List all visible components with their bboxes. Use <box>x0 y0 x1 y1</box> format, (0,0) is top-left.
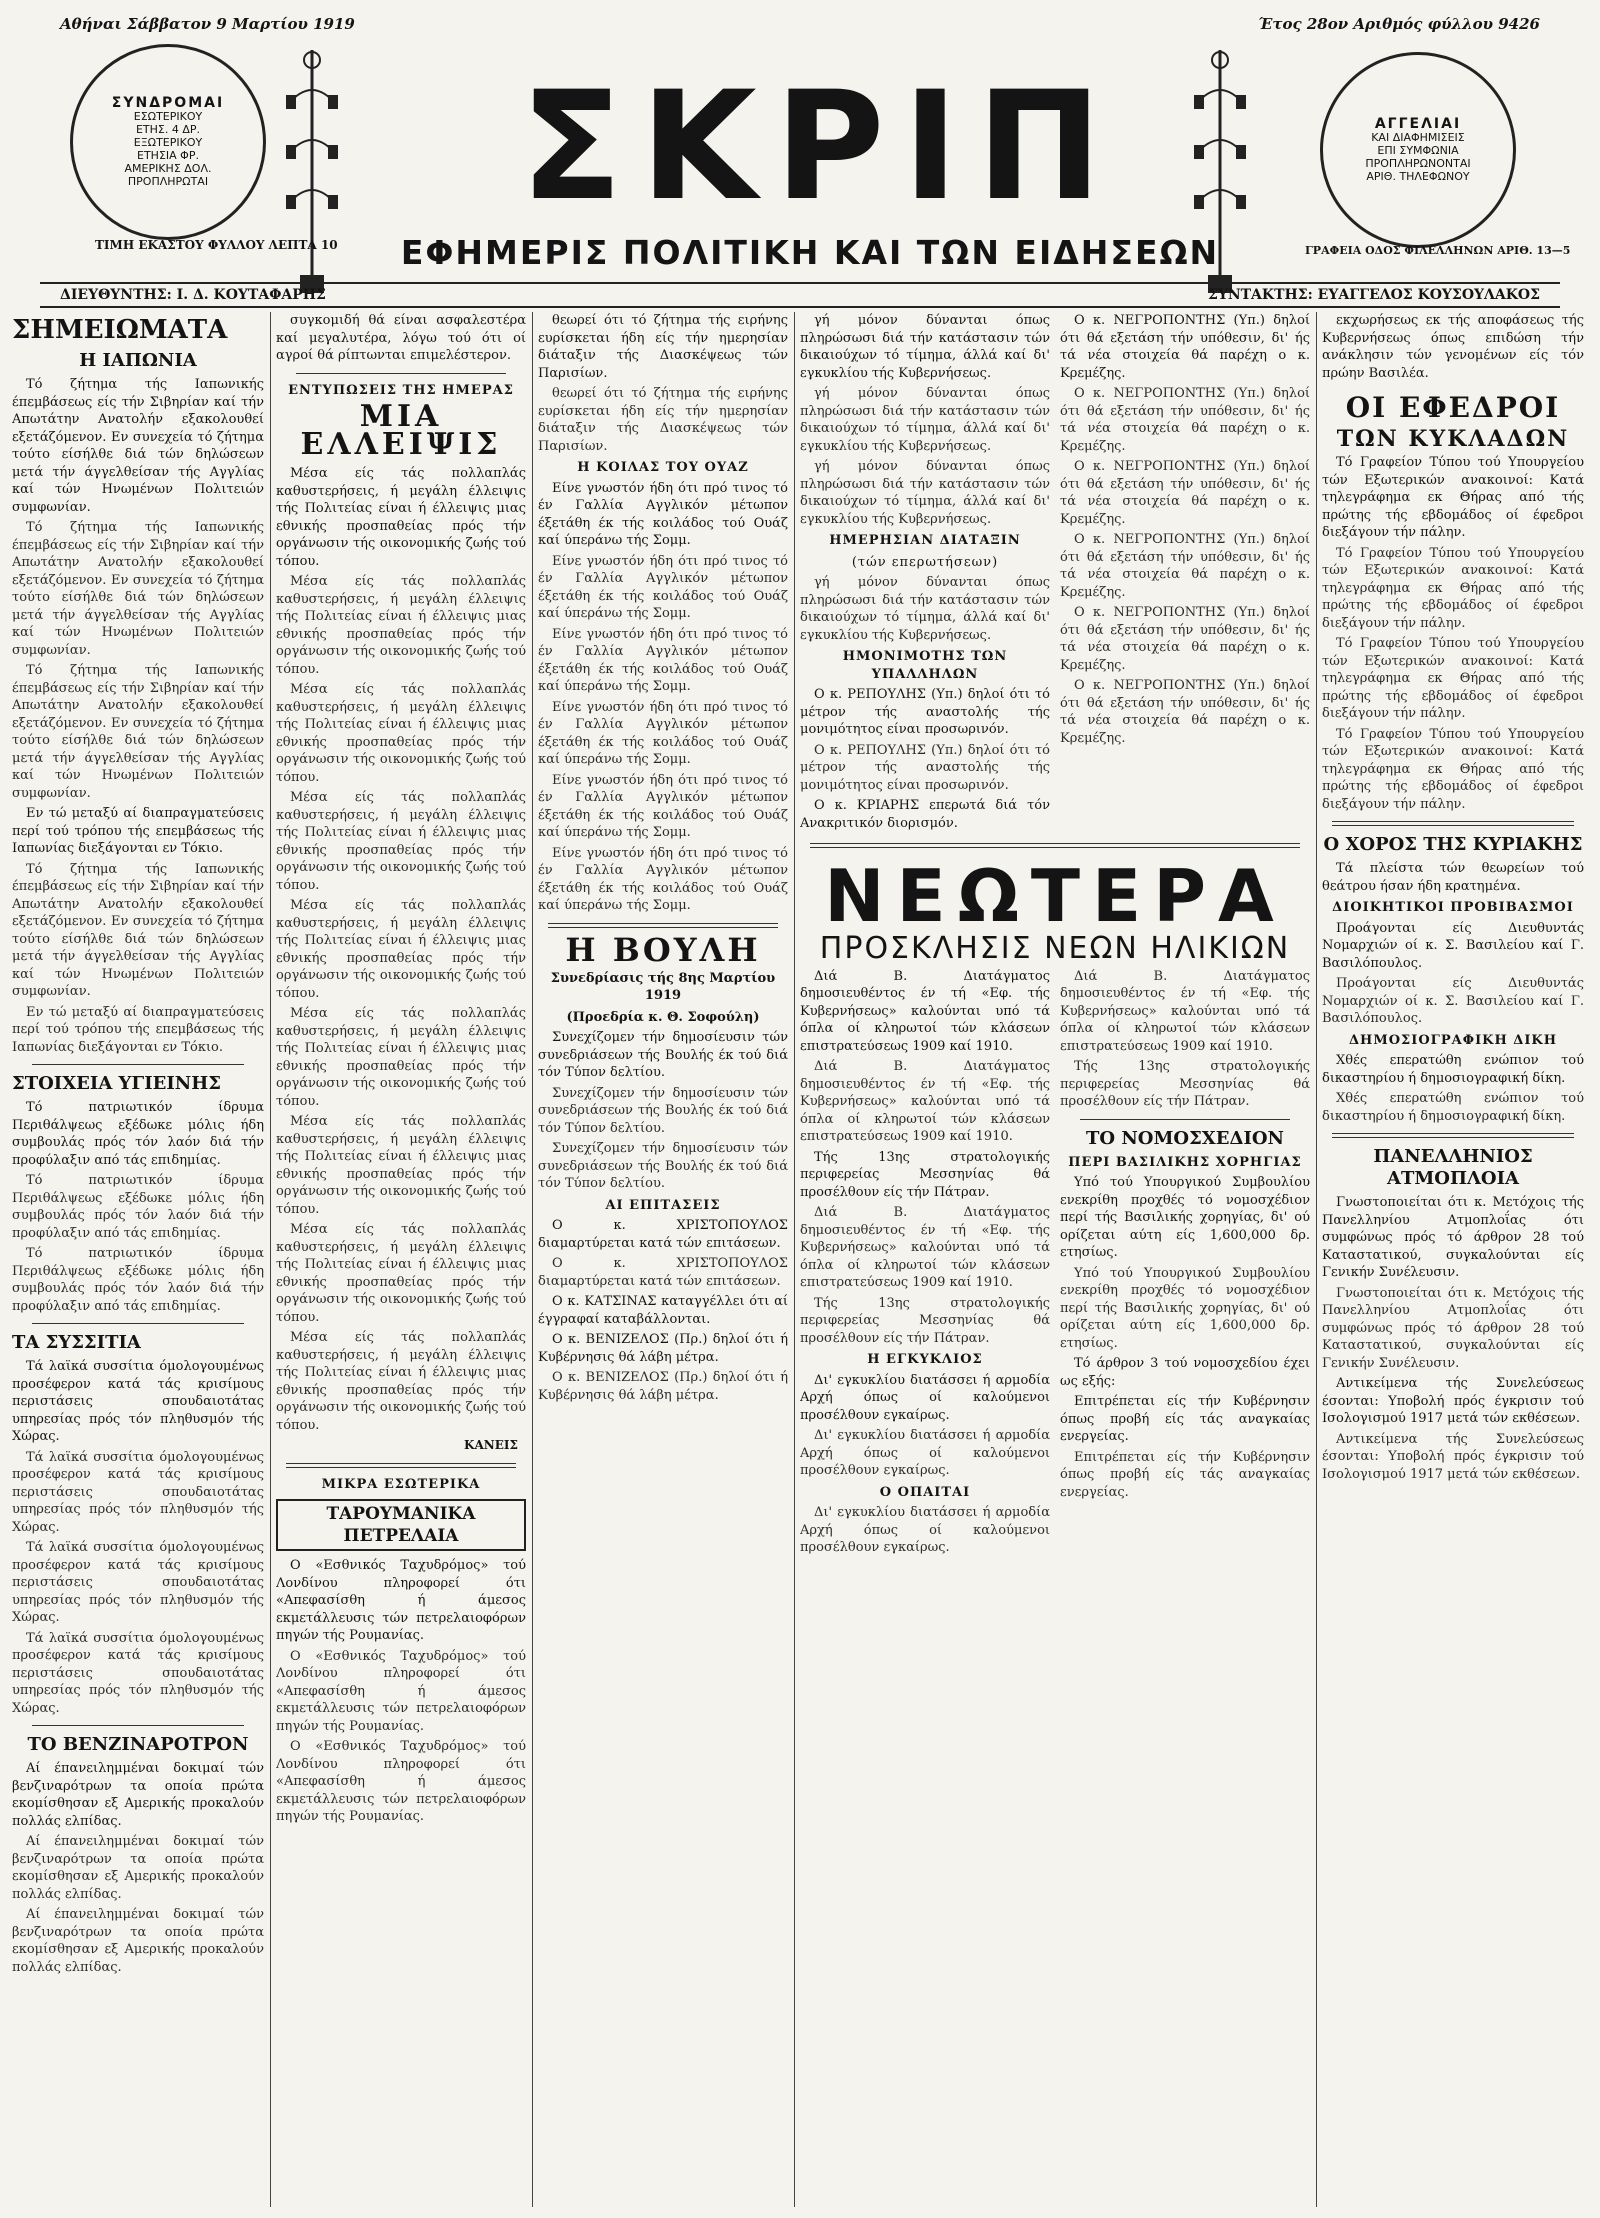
article-paragraph: Ο κ. ΝΕΓΡΟΠΟΝΤΗΣ (Υπ.) δηλοί ότι θά εξετάση τήν υπόθεσιν, δι' ής τά νέα στοιχεία θά παρέχη ο κ. Κρεμέζης. <box>1060 459 1310 527</box>
article-paragraph: Τό άρθρον 3 τού νομοσχεδίου έχει ως εξής: <box>1060 1356 1310 1389</box>
article-paragraph: εκχωρήσεως εκ τής αποφάσεως τής Κυβερνήσεως όπως επιδώση τήν ανάκλησιν τών γενομένων είς τόν πρώην Βασιλέα. <box>1322 313 1584 381</box>
article-paragraph: Συνεχίζομεν τήν δημοσίευσιν τών συνεδριάσεων τής Βουλής έκ τού διά τόν Τύπον δελτίου. <box>538 1030 788 1080</box>
article-paragraph: Ο «Εσθνικός Ταχυδρόμος» τού Λονδίνου πληροφορεί ότι «Απεφασίσθη ή άμεσος εκμετάλλευσις τών πετρελαιοφόρων πηγών τής Ρουμανίας. <box>276 1648 526 1734</box>
article-paragraph: Γνωστοποιείται ότι κ. Μετόχοις τής Πανελληνίου Ατμοπλοΐας ότι συμφώνως πρός τό άρθρον 28 τού Καταστατικού, συγκαλούνται είς Γενικήν Συνέλευσιν. <box>1322 1285 1584 1371</box>
column-rule <box>794 312 795 2207</box>
article-paragraph: Ο κ. ΧΡΙΣΤΟΠΟΥΛΟΣ διαμαρτύρεται κατά τών επιτάσεων. <box>538 1256 788 1289</box>
article-paragraph: Εν τώ μεταξύ αί διαπραγματεύσεις περί τού τρόπου τής επεμβάσεως τής Ιαπωνίας διεξάγονται εν Τόκιο. <box>12 1004 264 1055</box>
article-heading: ΟΙ ΕΦΕΔΡΟΙ <box>1345 391 1561 424</box>
article-paragraph: Ο κ. ΒΕΝΙΖΕΛΟΣ (Πρ.) δηλοί ότι ή Κυβέρνησις θά λάβη μέτρα. <box>538 1332 788 1365</box>
stamp-line: ΕΤΗΣΙΑ ΦΡ. <box>137 148 199 162</box>
divider <box>32 1323 244 1324</box>
issue-line: Έτος 28ον Αριθμός φύλλου 9426 <box>1258 15 1540 33</box>
article-paragraph: Τής 13ης στρατολογικής περιφερείας Μεσσηνίας θά προσέλθουν είς τήν Πάτραν. <box>800 1295 1050 1346</box>
article-paragraph: Τό πατριωτικόν ίδρυμα Περιθάλψεως εξέδωκε μόλις ήδη συμβουλάς πρός τόν λαόν διά τήν προφύλαξιν από τάς επιδημίας. <box>12 1100 264 1168</box>
article-paragraph: Τής 13ης στρατολογικής περιφερείας Μεσσηνίας θά προσέλθουν είς τήν Πάτραν. <box>1060 1059 1310 1109</box>
stamp-line: ΚΑΙ ΔΙΑΦΗΜΙΣΕΙΣ <box>1371 130 1465 144</box>
article-paragraph: Μέσα είς τάς πολλαπλάς καθυστερήσεις, ή μεγάλη έλλειψις τής Πολιτείας είναι ή έλλειψις μιας εθνικής προσπαθείας πρός τήν οργάνωσιν τής οικονομικής ζωής τού τόπου. <box>276 790 526 893</box>
stamp-line: ΕΠΙ ΣΥΜΦΩΝΙΑ <box>1377 143 1459 157</box>
article-paragraph: Αί έπανειλημμέναι δοκιμαί τών βενζιναρότρων τα οποία πρώτα εκομίσθησαν εξ Αμερικής προκαλούν πολλάς ελπίδας. <box>12 1834 264 1902</box>
article-heading: ΔΙΟΙΚΗΤΙΚΟΙ ΠΡΟΒΙΒΑΣΜΟΙ <box>1332 900 1574 915</box>
subscription-stamp <box>70 44 266 240</box>
article-paragraph: Τό ζήτημα τής Ιαπωνικής έπεμβάσεως είς τήν Σιβηρίαν καί τήν Απωτάτην Ανατολήν εξακολουθεί εξετάζόμενον. Εν συνεχεία τό ζήτημα τούτο είσήλθε διά τών δηλώσεων μετά τήν άγγελθείσαν τής Αγγλίας καί τών Ηνωμένων Πολιτειών συμφωνίαν. <box>12 663 264 801</box>
article-paragraph: Γνωστοποιείται ότι κ. Μετόχοις τής Πανελληνίου Ατμοπλοΐας ότι συμφώνως πρός τό άρθρον 28 τού Καταστατικού, συγκαλούνται είς Γενικήν Συνέλευσιν. <box>1322 1195 1584 1280</box>
lamp-post-icon <box>282 40 342 300</box>
article-paragraph: Μέσα είς τάς πολλαπλάς καθυστερήσεις, ή μεγάλη έλλειψις τής Πολιτείας είναι ή έλλειψις μιας εθνικής προσπαθείας πρός τήν οργάνωσιν τής οικονομικής ζωής τού τόπου. <box>276 1006 526 1109</box>
divider <box>1080 1119 1290 1120</box>
article-paragraph: Συνεχίζομεν τήν δημοσίευσιν τών συνεδριάσεων τής Βουλής έκ τού διά τόν Τύπον δελτίου. <box>538 1085 788 1136</box>
stamp-ring-text: ΑΓΓΕΛΙΑΙ <box>1374 115 1462 132</box>
column-1 <box>12 312 264 2207</box>
subcolumn <box>800 968 1050 1560</box>
stamp-line: ΑΡΙΘ. ΤΗΛΕΦΩΝΟΥ <box>1366 169 1470 183</box>
stamp-line: ΕΞΩΤΕΡΙΚΟΥ <box>133 135 203 149</box>
article-heading: ΑΙ ΕΠΙΤΑΣΕΙΣ <box>605 1197 721 1213</box>
editor-name: ΣΥΝΤΑΚΤΗΣ: ΕΥΑΓΓΕΛΟΣ ΚΟΥΣΟΥΛΑΚΟΣ <box>1207 287 1540 303</box>
stamp-line: ΠΡΟΠΛΗΡΩΝΟΝΤΑΙ <box>1365 156 1471 170</box>
column-2 <box>276 312 526 2207</box>
staff-bar <box>40 282 1560 308</box>
article-paragraph: Τό πατριωτικόν ίδρυμα Περιθάλψεως εξέδωκε μόλις ήδη συμβουλάς πρός τόν λαόν διά τήν προφύλαξιν από τάς επιδημίας. <box>12 1246 264 1314</box>
article-paragraph: Τά λαϊκά συσσίτια όμολογουμένως προσέφερον κατά τάς κρισίμους περιστάσεις σπουδαιοτάτας υπηρεσίας πρός τόν πληθυσμόν τής Χώρας. <box>12 1540 264 1625</box>
article-paragraph: Τό Γραφείον Τύπου τού Υπουργείου τών Εξωτερικών ανακοινοί: Κατά τηλεγράφημα εκ Θήρας από τής πρώτης τής εβδομάδος οί έφεδροι διεξάγουν τήν πάλην. <box>1322 636 1584 721</box>
article-paragraph: Ο κ. ΒΕΝΙΖΕΛΟΣ (Πρ.) δηλοί ότι ή Κυβέρνησις θά λάβη μέτρα. <box>538 1370 788 1403</box>
article-paragraph: Μέσα είς τάς πολλαπλάς καθυστερήσεις, ή μεγάλη έλλειψις τής Πολιτείας είναι ή έλλειψις μιας εθνικής προσπαθείας πρός τήν οργάνωσιν τής οικονομικής ζωής τού τόπου. <box>276 466 526 569</box>
article-paragraph: Μέσα είς τάς πολλαπλάς καθυστερήσεις, ή μεγάλη έλλειψις τής Πολιτείας είναι ή έλλειψις μιας εθνικής προσπαθείας πρός τήν οργάνωσιν τής οικονομικής ζωής τού τόπου. <box>276 1222 526 1325</box>
article-paragraph: Ο κ. ΝΕΓΡΟΠΟΝΤΗΣ (Υπ.) δηλοί ότι θά εξετάση τήν υπόθεσιν, δι' ής τά νέα στοιχεία θά παρέχη ο κ. Κρεμέζης. <box>1060 313 1310 381</box>
breaking-news-heading: ΝΕΩΤΕΡΑ <box>824 854 1286 938</box>
article-paragraph: Είνε γνωστόν ήδη ότι πρό τινος τό έν Γαλλία Αγγλικόν μέτωπον έξετάθη έκ τής κοιλάδος τού Ουάζ καί ύπεράνω τής Σομμ. <box>538 480 788 548</box>
article-paragraph: Ο κ. ΝΕΓΡΟΠΟΝΤΗΣ (Υπ.) δηλοί ότι θά εξετάση τήν υπόθεσιν, δι' ής τά νέα στοιχεία θά παρέχη ο κ. Κρεμέζης. <box>1060 386 1310 454</box>
article-paragraph: Τής 13ης στρατολογικής περιφερείας Μεσσηνίας θά προσέλθουν είς τήν Πάτραν. <box>800 1149 1050 1200</box>
article-paragraph: γή μόνον δύνανται όπως πληρώσωσι διά τήν κατάστασιν τών δικαιούχων τό τίμημα, άλλά καί δι' εγκυκλίου τής Κυβερνήσεως. <box>800 386 1050 454</box>
article-paragraph: Τό ζήτημα τής Ιαπωνικής έπεμβάσεως είς τήν Σιβηρίαν καί τήν Απωτάτην Ανατολήν εξακολουθεί εξετάζόμενον. Εν συνεχεία τό ζήτημα τούτο είσήλθε διά τών δηλώσεων μετά τήν άγγελθείσαν τής Αγγλίας καί τών Ηνωμένων Πολιτειών συμφωνίαν. <box>12 861 264 999</box>
column-rule <box>1316 312 1317 2207</box>
article-paragraph: Δι' εγκυκλίου διατάσσει ή αρμοδία Αρχή όπως οί καλούμενοι προσέλθουν εγκαίρως. <box>800 1505 1050 1555</box>
divider <box>32 1725 244 1726</box>
article-heading: ΤΟ ΒΕΝΖΙΝΑΡΟΤΡΟΝ <box>27 1734 249 1755</box>
article-paragraph: Ο κ. ΡΕΠΟΥΛΗΣ (Υπ.) δηλοί ότι τό μέτρον τής αναστολής τής μονιμότητος είναι προσωρινόν. <box>800 687 1050 737</box>
price-note: ΤΙΜΗ ΕΚΑΣΤΟΥ ΦΥΛΛΟΥ ΛΕΠΤΑ 10 <box>95 238 338 252</box>
columns-area <box>12 312 1588 2207</box>
headline-box <box>276 1499 526 1551</box>
article-paragraph: Ο κ. ΧΡΙΣΤΟΠΟΥΛΟΣ διαμαρτύρεται κατά τών επιτάσεων. <box>538 1218 788 1251</box>
article-paragraph: Υπό τού Υπουργικού Συμβουλίου ενεκρίθη προχθές τό νομοσχέδιον περί τής Βασιλικής χορηγίας, δι' ού ορίζεται αύτη είς 1,600,000 δρ. ετησίως. <box>1060 1265 1310 1351</box>
article-paragraph: Ο «Εσθνικός Ταχυδρόμος» τού Λονδίνου πληροφορεί ότι «Απεφασίσθη ή άμεσος εκμετάλλευσις τών πετρελαιοφόρων πηγών τής Ρουμανίας. <box>276 1739 526 1824</box>
article-paragraph: Διά Β. Διατάγματος δημοσιευθέντος έν τή «Εφ. τής Κυβερνήσεως» καλούνται υπό τά όπλα οί κληρωτοί τών κλάσεων επιστρατεύσεως 1909 καί 1910. <box>800 1205 1050 1290</box>
article-paragraph: Είνε γνωστόν ήδη ότι πρό τινος τό έν Γαλλία Αγγλικόν μέτωπον έξετάθη έκ τής κοιλάδος τού Ουάζ καί ύπεράνω τής Σομμ. <box>538 626 788 694</box>
article-heading: ΜΙΑ ΕΛΛΕΙΨΙΣ <box>300 399 502 462</box>
article-paragraph: Αί έπανειλημμέναι δοκιμαί τών βενζιναρότρων τα οποία πρώτα εκομίσθησαν εξ Αμερικής προκαλούν πολλάς ελπίδας. <box>12 1761 264 1829</box>
article-paragraph: Υπό τού Υπουργικού Συμβουλίου ενεκρίθη προχθές τό νομοσχέδιον περί τής Βασιλικής χορηγίας, δι' ού ορίζεται αύτη είς 1,600,000 δρ. ετησίως. <box>1060 1175 1310 1260</box>
divider <box>810 843 1300 848</box>
masthead-title: ΣΚΡΙΠ <box>520 60 1120 234</box>
column-6 <box>1322 312 1584 2207</box>
article-paragraph: Ο κ. ΝΕΓΡΟΠΟΝΤΗΣ (Υπ.) δηλοί ότι θά εξετάση τήν υπόθεσιν, δι' ής τά νέα στοιχεία θά παρέχη ο κ. Κρεμέζης. <box>1060 678 1310 746</box>
article-paragraph: γή μόνον δύνανται όπως πληρώσωσι διά τήν κατάστασιν τών δικαιούχων τό τίμημα, άλλά καί δι' εγκυκλίου τής Κυβερνήσεως. <box>800 575 1050 643</box>
divider <box>286 1463 516 1468</box>
article-paragraph: Αί έπανειλημμέναι δοκιμαί τών βενζιναρότρων τα οποία πρώτα εκομίσθησαν εξ Αμερικής προκαλούν πολλάς ελπίδας. <box>12 1907 264 1975</box>
article-paragraph: Δι' εγκυκλίου διατάσσει ή αρμοδία Αρχή όπως οί καλούμενοι προσέλθουν εγκαίρως. <box>800 1428 1050 1478</box>
divider <box>296 373 506 374</box>
subcolumn <box>1060 312 1310 835</box>
article-heading: ΔΗΜΟΣΙΟΓΡΑΦΙΚΗ ΔΙΚΗ <box>1348 1032 1558 1048</box>
article-paragraph: Τά πλείστα τών θεωρείων τού θεάτρου ήσαν ήδη κρατημένα. <box>1322 861 1584 894</box>
article-paragraph: Μέσα είς τάς πολλαπλάς καθυστερήσεις, ή μεγάλη έλλειψις τής Πολιτείας είναι ή έλλειψις μιας εθνικής προσπαθείας πρός τήν οργάνωσιν τής οικονομικής ζωής τού τόπου. <box>276 1330 526 1433</box>
article-paragraph: Αντικείμενα τής Συνελεύσεως έσονται: Υποβολή πρός έγκρισιν τού Ισολογισμού 1917 μετά τών εκθέσεων. <box>1322 1431 1584 1482</box>
column-rule <box>270 312 271 2207</box>
breaking-news-subheading: ΠΡΟΣΚΛΗΣΙΣ ΝΕΩΝ ΗΛΙΚΙΩΝ <box>819 931 1291 966</box>
bottom-split <box>800 968 1310 1560</box>
article-paragraph: Διά Β. Διατάγματος δημοσιευθέντος έν τή «Εφ. τής Κυβερνήσεως» καλούνται υπό τά όπλα οί κληρωτοί τών κλάσεων επιστρατεύσεως 1909 καί 1910. <box>800 1059 1050 1144</box>
article-subheading: (Προεδρία κ. Θ. Σοφούλη) <box>566 1009 760 1025</box>
article-paragraph: Δι' εγκυκλίου διατάσσει ή αρμοδία Αρχή όπως οί καλούμενοι προσέλθουν εγκαίρως. <box>800 1372 1050 1423</box>
stamp-line: ΠΡΟΠΛΗΡΩΤΑΙ <box>127 174 209 188</box>
column-4-5 <box>800 312 1310 2207</box>
article-paragraph: Προάγονται είς Διευθυντάς Νομαρχιών οί κ. Σ. Βασιλείου καί Γ. Βασιλόπουλος. <box>1322 920 1584 971</box>
stamp-line: ΑΜΕΡΙΚΗΣ ΔΟΛ. <box>124 161 212 175</box>
article-heading: ΗΜΕΡΗΣΙΑΝ ΔΙΑΤΑΞΙΝ <box>829 533 1021 548</box>
article-paragraph: Ο κ. ΚΑΤΣΙΝΑΣ καταγγέλλει ότι αί έγγραφαί καταβάλλονται. <box>538 1294 788 1327</box>
article-paragraph: Επιτρέπεται είς τήν Κυβέρνησιν όπως προβή είς τάς αναγκαίας ενεργείας. <box>1060 1394 1310 1444</box>
article-paragraph: Διά Β. Διατάγματος δημοσιευθέντος έν τή «Εφ. τής Κυβερνήσεως» καλούνται υπό τά όπλα οί κληρωτοί τών κλάσεων επιστρατεύσεως 1909 καί 1910. <box>800 968 1050 1054</box>
article-paragraph: Ο κ. ΝΕΓΡΟΠΟΝΤΗΣ (Υπ.) δηλοί ότι θά εξετάση τήν υπόθεσιν, δι' ής τά νέα στοιχεία θά παρέχη ο κ. Κρεμέζης. <box>1060 532 1310 600</box>
article-paragraph: Αντικείμενα τής Συνελεύσεως έσονται: Υποβολή πρός έγκρισιν τού Ισολογισμού 1917 μετά τών εκθέσεων. <box>1322 1376 1584 1426</box>
article-paragraph: Είνε γνωστόν ήδη ότι πρό τινος τό έν Γαλλία Αγγλικόν μέτωπον έξετάθη έκ τής κοιλάδος τού Ουάζ καί ύπεράνω τής Σομμ. <box>538 699 788 767</box>
article-paragraph: γή μόνον δύνανται όπως πληρώσωσι διά τήν κατάστασιν τών δικαιούχων τό τίμημα, άλλά καί δι' εγκυκλίου τής Κυβερνήσεως. <box>800 313 1050 381</box>
article-paragraph: Προάγονται είς Διευθυντάς Νομαρχιών οί κ. Σ. Βασιλείου καί Γ. Βασιλόπουλος. <box>1322 976 1584 1026</box>
article-paragraph: Ο κ. ΡΕΠΟΥΛΗΣ (Υπ.) δηλοί ότι τό μέτρον τής αναστολής τής μονιμότητος είναι προσωρινόν. <box>800 742 1050 793</box>
article-heading: ΠΑΝΕΛΛΗΝΙΟΣ ΑΤΜΟΠΛΟΙΑ <box>1373 1146 1533 1189</box>
column-3 <box>538 312 788 2207</box>
article-heading: ΤΩΝ ΚΥΚΛΑΔΩΝ <box>1336 426 1570 452</box>
masthead-subtitle: ΕΦΗΜΕΡΙΣ ΠΟΛΙΤΙΚΗ ΚΑΙ ΤΩΝ ΕΙΔΗΣΕΩΝ <box>400 233 1220 272</box>
article-heading: Η ΒΟΥΛΗ <box>565 930 761 969</box>
article-paragraph: Τά λαϊκά συσσίτια όμολογουμένως προσέφερον κατά τάς κρισίμους περιστάσεις σπουδαιοτάτας υπηρεσίας πρός τόν πληθυσμόν τής Χώρας. <box>12 1449 264 1535</box>
subcolumn <box>1060 968 1310 1560</box>
article-paragraph: Τό Γραφείον Τύπου τού Υπουργείου τών Εξωτερικών ανακοινοί: Κατά τηλεγράφημα εκ Θήρας από τής πρώτης τής εβδομάδος οί έφεδροι διεξάγουν τήν πάλην. <box>1322 545 1584 631</box>
divider <box>1332 821 1574 826</box>
article-paragraph: Τά λαϊκά συσσίτια όμολογουμένως προσέφερον κατά τάς κρισίμους περιστάσεις σπουδαιοτάτας υπηρεσίας πρός τόν πληθυσμόν τής Χώρας. <box>12 1630 264 1716</box>
article-paragraph: Συνεχίζομεν τήν δημοσίευσιν τών συνεδριάσεων τής Βουλής έκ τού διά τόν Τύπον δελτίου. <box>538 1141 788 1191</box>
article-heading: Η ΙΑΠΩΝΙΑ <box>79 350 197 371</box>
section-title: ΣΗΜΕΙΩΜΑΤΑ <box>12 315 228 345</box>
article-paragraph: θεωρεί ότι τό ζήτημα τής ειρήνης ευρίσκεται ήδη είς τήν ημερησίαν διάταξιν τής Διασκέψεως τών Παρισίων. <box>538 313 788 381</box>
column-rule <box>532 312 533 2207</box>
stamp-line: ΕΣΩΤΕΡΙΚΟΥ <box>133 109 203 123</box>
article-paragraph: θεωρεί ότι τό ζήτημα τής ειρήνης ευρίσκεται ήδη είς τήν ημερησίαν διάταξιν τής Διασκέψεως τών Παρισίων. <box>538 386 788 454</box>
divider <box>32 1064 244 1065</box>
article-heading: Η ΕΓΚΥΚΛΙΟΣ <box>867 1352 983 1367</box>
article-paragraph: Επιτρέπεται είς τήν Κυβέρνησιν όπως προβή είς τάς αναγκαίας ενεργείας. <box>1060 1449 1310 1500</box>
section-heading: ΜΙΚΡΑ ΕΣΩΤΕΡΙΚΑ <box>321 1476 481 1492</box>
divider <box>1332 1133 1574 1138</box>
article-paragraph: Τό ζήτημα τής Ιαπωνικής έπεμβάσεως είς τήν Σιβηρίαν καί τήν Απωτάτην Ανατολήν εξακολουθεί εξετάζόμενον. Εν συνεχεία τό ζήτημα τούτο είσήλθε διά τών δηλώσεων μετά τήν άγγελθείσαν τής Αγγλίας καί τών Ηνωμένων Πολιτειών συμφωνίαν. <box>12 377 264 515</box>
article-paragraph: Ο κ. ΝΕΓΡΟΠΟΝΤΗΣ (Υπ.) δηλοί ότι θά εξετάση τήν υπόθεσιν, δι' ής τά νέα στοιχεία θά παρέχη ο κ. Κρεμέζης. <box>1060 605 1310 673</box>
signature: ΚΑΝΕΙΣ <box>464 1438 518 1452</box>
article-heading: ΕΝΤΥΠΩΣΕΙΣ ΤΗΣ ΗΜΕΡΑΣ <box>288 382 514 398</box>
article-paragraph: γή μόνον δύνανται όπως πληρώσωσι διά τήν κατάστασιν τών δικαιούχων τό τίμημα, άλλά καί δι' εγκυκλίου τής Κυβερνήσεως. <box>800 459 1050 527</box>
article-subheading: (τών επερωτήσεων) <box>851 554 999 570</box>
article-heading: ΗΜΟΝΙΜΟΤΗΣ ΤΩΝ ΥΠΑΛΛΗΛΩΝ <box>842 649 1008 682</box>
dateline-bar <box>60 12 1540 36</box>
article-paragraph: Τό ζήτημα τής Ιαπωνικής έπεμβάσεως είς τήν Σιβηρίαν καί τήν Απωτάτην Ανατολήν εξακολουθεί εξετάζόμενον. Εν συνεχεία τό ζήτημα τούτο είσήλθε διά τών δηλώσεων μετά τήν άγγελθείσαν τής Αγγλίας καί τών Ηνωμένων Πολιτειών συμφωνίαν. <box>12 520 264 658</box>
article-heading: ΤΟ ΝΟΜΟΣΧΕΔΙΟΝ <box>1085 1127 1284 1149</box>
article-paragraph: Τό πατριωτικόν ίδρυμα Περιθάλψεως εξέδωκε μόλις ήδη συμβουλάς πρός τόν λαόν διά τήν προφύλαξιν από τάς επιδημίας. <box>12 1173 264 1241</box>
article-paragraph: Είνε γνωστόν ήδη ότι πρό τινος τό έν Γαλλία Αγγλικόν μέτωπον έξετάθη έκ τής κοιλάδος τού Ουάζ καί ύπεράνω τής Σομμ. <box>538 553 788 621</box>
article-paragraph: Μέσα είς τάς πολλαπλάς καθυστερήσεις, ή μεγάλη έλλειψις τής Πολιτείας είναι ή έλλειψις μιας εθνικής προσπαθείας πρός τήν οργάνωσιν τής οικονομικής ζωής τού τόπου. <box>276 898 526 1001</box>
article-paragraph: Είνε γνωστόν ήδη ότι πρό τινος τό έν Γαλλία Αγγλικόν μέτωπον έξετάθη έκ τής κοιλάδος τού Ουάζ καί ύπεράνω τής Σομμ. <box>538 772 788 840</box>
stamp-ring-text: ΣΥΝΔΡΟΜΑΙ <box>111 94 225 111</box>
article-paragraph: Εν τώ μεταξύ αί διαπραγματεύσεις περί τού τρόπου τής επεμβάσεως τής Ιαπωνίας διεξάγονται εν Τόκιο. <box>12 806 264 856</box>
article-paragraph: Χθές επερατώθη ενώπιον τού δικαστηρίου ή δημοσιογραφική δίκη. <box>1322 1053 1584 1086</box>
article-paragraph: Τό Γραφείον Τύπου τού Υπουργείου τών Εξωτερικών ανακοινοί: Κατά τηλεγράφημα εκ Θήρας από τής πρώτης τής εβδομάδος οί έφεδροι διεξάγουν τήν πάλην. <box>1322 455 1584 540</box>
article-paragraph: Είνε γνωστόν ήδη ότι πρό τινος τό έν Γαλλία Αγγλικόν μέτωπον έξετάθη έκ τής κοιλάδος τού Ουάζ καί ύπεράνω τής Σομμ. <box>538 845 788 913</box>
office-address: ΓΡΑΦΕΙΑ ΟΔΟΣ ΦΙΛΕΛΛΗΝΩΝ ΑΡΙΘ. 13—5 <box>1305 244 1571 257</box>
date-line: Αθήναι Σάββατον 9 Μαρτίου 1919 <box>60 15 355 33</box>
article-paragraph: Μέσα είς τάς πολλαπλάς καθυστερήσεις, ή μεγάλη έλλειψις τής Πολιτείας είναι ή έλλειψις μιας εθνικής προσπαθείας πρός τήν οργάνωσιν τής οικονομικής ζωής τού τόπου. <box>276 574 526 677</box>
article-heading: Η ΚΟΙΛΑΣ ΤΟΥ ΟΥΑΖ <box>577 460 749 475</box>
divider <box>548 923 778 928</box>
article-paragraph: Μέσα είς τάς πολλαπλάς καθυστερήσεις, ή μεγάλη έλλειψις τής Πολιτείας είναι ή έλλειψις μιας εθνικής προσπαθείας πρός τήν οργάνωσιν τής οικονομικής ζωής τού τόπου. <box>276 682 526 785</box>
subcolumn <box>800 312 1050 835</box>
stamp-line: ΕΤΗΣ. 4 ΔΡ. <box>135 122 201 136</box>
advertising-stamp <box>1320 52 1516 248</box>
article-heading: Ο ΟΠΑΙΤΑΙ <box>879 1484 971 1500</box>
article-heading: ΤΑ ΣΥΣΣΙΤΙΑ <box>12 1332 141 1353</box>
article-paragraph: Μέσα είς τάς πολλαπλάς καθυστερήσεις, ή μεγάλη έλλειψις τής Πολιτείας είναι ή έλλειψις μιας εθνικής προσπαθείας πρός τήν οργάνωσιν τής οικονομικής ζωής τού τόπου. <box>276 1114 526 1217</box>
article-heading: Ο ΧΟΡΟΣ ΤΗΣ ΚΥΡΙΑΚΗΣ <box>1323 834 1583 855</box>
article-paragraph: συγκομιδή θά είναι ασφαλεστέρα καί μεγαλυτέρα, λόγω τού ότι οί αγροί θά ρίπτωνται επιμελέστερον. <box>276 313 526 363</box>
top-split <box>800 312 1310 835</box>
article-subheading: ΠΕΡΙ ΒΑΣΙΛΙΚΗΣ ΧΟΡΗΓΙΑΣ <box>1068 1154 1302 1170</box>
director-name: ΔΙΕΥΘΥΝΤΗΣ: Ι. Δ. ΚΟΥΤΑΦΑΡΗΣ <box>60 287 326 303</box>
article-heading: ΤΑΡΟΥΜΑΝΙΚΑ ΠΕΤΡΕΛΑΙΑ <box>326 1504 476 1546</box>
article-subheading: Συνεδρίασις τής 8ης Μαρτίου 1919 <box>550 970 776 1003</box>
article-paragraph: Τό Γραφείον Τύπου τού Υπουργείου τών Εξωτερικών ανακοινοί: Κατά τηλεγράφημα εκ Θήρας από τής πρώτης τής εβδομάδος οί έφεδροι διεξάγουν τήν πάλην. <box>1322 726 1584 812</box>
article-paragraph: Ο «Εσθνικός Ταχυδρόμος» τού Λονδίνου πληροφορεί ότι «Απεφασίσθη ή άμεσος εκμετάλλευσις τών πετρελαιοφόρων πηγών τής Ρουμανίας. <box>276 1558 526 1643</box>
article-paragraph: Ο κ. ΚΡΙΑΡΗΣ επερωτά διά τόν Ανακριτικόν διορισμόν. <box>800 798 1050 831</box>
article-heading: ΣΤΟΙΧΕΙΑ ΥΓΙΕΙΝΗΣ <box>12 1073 221 1094</box>
article-paragraph: Τά λαϊκά συσσίτια όμολογουμένως προσέφερον κατά τάς κρισίμους περιστάσεις σπουδαιοτάτας υπηρεσίας πρός τόν πληθυσμόν τής Χώρας. <box>12 1359 264 1444</box>
article-paragraph: Χθές επερατώθη ενώπιον τού δικαστηρίου ή δημοσιογραφική δίκη. <box>1322 1091 1584 1124</box>
article-paragraph: Διά Β. Διατάγματος δημοσιευθέντος έν τή «Εφ. τής Κυβερνήσεως» καλούνται υπό τά όπλα οί κληρωτοί τών κλάσεων επιστρατεύσεως 1909 καί 1910. <box>1060 968 1310 1054</box>
